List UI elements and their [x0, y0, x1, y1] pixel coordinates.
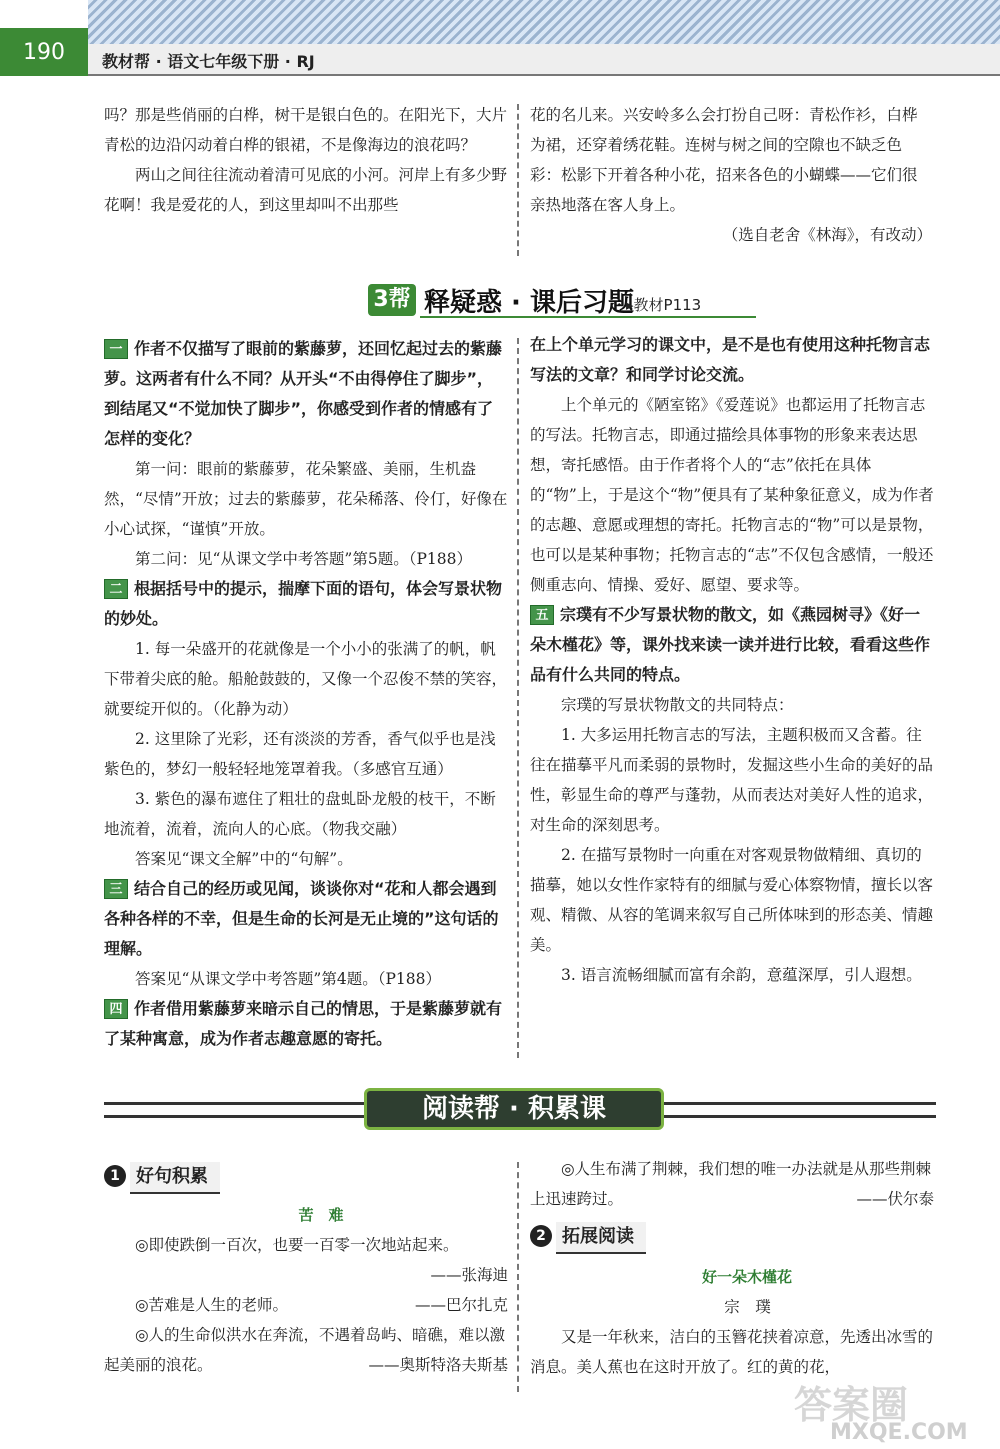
source-citation: （选自老舍《林海》，有改动） [722, 226, 932, 244]
header-decoration [88, 0, 1000, 44]
column-divider [517, 338, 519, 1058]
essay-column [530, 1262, 934, 1382]
subsection-title: 好句积累 [130, 1162, 220, 1194]
top-left-paragraph: 两山之间往往流动着清可见底的小河。河岸上有多少野花啊！我是爱花的人，到这里却叫不出那些 [104, 166, 508, 214]
question-4 [104, 994, 508, 1054]
quote: ◎人生布满了荆棘，我们想的唯一办法就是从那些荆棘上迅速跨过。 [530, 1160, 932, 1208]
answer-item: 3. 语言流畅细腻而富有余韵，意蕴深厚，引人遐想。 [561, 966, 922, 984]
quote-author: ——巴尔扎克 [414, 1296, 508, 1314]
exercise-left-column [104, 334, 508, 1054]
section-underline [420, 316, 756, 318]
column-divider [517, 104, 519, 256]
question-2 [104, 574, 508, 634]
question-text: 宗璞有不少写景状物的散文，如《燕园树寻》《好一朵木槿花》等，课外找来读一读并进行比较，看看这些作品有什么共同的特点。 [530, 605, 931, 684]
watermark-logo [794, 1374, 994, 1444]
top-right-column [530, 100, 932, 250]
quotes-right-column [530, 1154, 934, 1214]
subsection-title: 拓展阅读 [556, 1222, 646, 1254]
question-5 [530, 600, 934, 690]
top-left-paragraph: 吗？那是些俏丽的白桦，树干是银白色的。在阳光下，大片青松的边沿闪动着白桦的银裙，不是像海边的浪花吗？ [104, 106, 508, 154]
question-text: 结合自己的经历或见闻，谈谈你对“花和人都会遇到各种各样的不幸，但是生命的长河是无止境的”这句话的理解。 [104, 879, 499, 958]
header-bar [88, 44, 1000, 76]
answer-text: 答案见“从课文学中考答题”第4题。（P188） [135, 970, 441, 988]
example-sentence: 3. 紫色的瀑布遮住了粗壮的盘虬卧龙般的枝干，不断地流着，流着，流向人的心底。（物我交融） [104, 790, 496, 838]
question-text: 作者借用紫藤萝来暗示自己的情思，于是紫藤萝就有了某种寓意，成为作者志趣意愿的寄托。 [104, 999, 503, 1048]
quote: ◎即使跌倒一百次，也要一百零一次地站起来。 [135, 1236, 459, 1254]
answer-text: 第二问：见“从课文学中考答题”第5题。（P188） [135, 550, 472, 568]
example-sentence: 2. 这里除了光彩，还有淡淡的芳香，香气似乎也是浅紫色的，梦幻一般轻轻地笼罩着我。（多感官互通） [104, 730, 496, 778]
quote-author: ——伏尔泰 [856, 1190, 934, 1208]
question-text: 根据括号中的提示，揣摩下面的语句，体会写景状物的妙处。 [104, 579, 503, 628]
question-number: 三 [104, 879, 128, 899]
page-number: 190 [0, 28, 88, 76]
book-title: 教材帮 · 语文七年级下册 · RJ [102, 52, 315, 71]
section-reference: ▸教材P113 [626, 296, 702, 314]
quote-author: ——张海迪 [430, 1266, 508, 1284]
question-number: 五 [530, 605, 554, 625]
question-3 [104, 874, 508, 964]
theme-title: 苦 难 [298, 1206, 344, 1224]
quote-author: ——奥斯特洛夫斯基 [368, 1356, 508, 1374]
column-divider [517, 1162, 519, 1392]
answer-text: 上个单元的《陋室铭》《爱莲说》也都运用了托物言志的写法。托物言志，即通过描绘具体事物的形象来表达思想，寄托感悟。由于作者将个人的“志”依托在具体的“物”上，于是这个“物”便具有了某种象征意义，成为作者的志趣、意愿或理想的寄托。托物言志的“物”可以是景物，也可以是某种事物；托物言志的“志”不仅包含感情，一般还侧重志向、情操、爱好、愿望、要求等。 [530, 396, 934, 594]
example-sentence: 1. 每一朵盛开的花就像是一个小小的张满了的帆，帆下带着尖底的舱。船舱鼓鼓的，又像一个忍俊不禁的笑容，就要绽开似的。（化静为动） [104, 640, 508, 718]
question-text: 作者不仅描写了眼前的紫藤萝，还回忆起过去的紫藤萝。这两者有什么不同？从开头“不由得停住了脚步”，到结尾又“不觉加快了脚步”，你感受到作者的情感有了怎样的变化？ [104, 339, 503, 448]
subsection-header [530, 1222, 646, 1254]
answer-text: 宗璞的写景状物散文的共同特点： [561, 696, 794, 714]
band-title: 阅读帮 · 积累课 [364, 1088, 664, 1130]
quote: ◎苦难是人生的老师。 [135, 1296, 289, 1314]
answer-text: 答案见“课文全解”中的“句解”。 [135, 850, 353, 868]
section-badge: 3帮 [368, 284, 416, 316]
essay-author: 宗 璞 [724, 1298, 771, 1316]
exercise-right-column [530, 330, 934, 990]
quote-row [104, 1290, 508, 1320]
answer-item: 2. 在描写景物时一向重在对客观景物做精细、真切的描摹，她以女性作家特有的细腻与爱心体察物情，擅长以客观、精微、从容的笔调来叙写自己所体味到的形态美、情趣美。 [530, 846, 934, 954]
question-number: 四 [104, 999, 128, 1019]
question-1 [104, 334, 508, 454]
top-right-paragraph: 花的名儿来。兴安岭多么会打扮自己呀：青松作衫，白桦为裙，还穿着绣花鞋。连树与树之间的空隙也不缺乏色彩：松影下开着各种小花，招来各色的小蝴蝶——它们很亲热地落在客人身上。 [530, 106, 918, 214]
section-title: 释疑惑 · 课后习题 [424, 288, 634, 318]
subsection-number: 1 [104, 1165, 126, 1187]
quote: ◎人的生命似洪水在奔流，不遇着岛屿、暗礁，难以激起美丽的浪花。 [104, 1326, 506, 1374]
question-4-continued: 在上个单元学习的课文中，是不是也有使用这种托物言志写法的文章？和同学讨论交流。 [530, 335, 931, 384]
answer-item: 1. 大多运用托物言志的写法，主题积极而又含蓄。往往在描摹平凡而柔弱的景物时，发掘这些小生命的美好的品性，彰显生命的尊严与蓬勃，从而表达对美好人性的追求，对生命的深刻思考。 [530, 726, 934, 834]
watermark-url: MXQE.COM [830, 1420, 968, 1445]
quotes-left-column [104, 1200, 508, 1380]
top-left-column [104, 100, 508, 220]
subsection-header [104, 1162, 220, 1194]
watermark-text: 答案圈 [794, 1383, 909, 1427]
question-number: 一 [104, 339, 128, 359]
question-number: 二 [104, 579, 128, 599]
answer-text: 第一问：眼前的紫藤萝，花朵繁盛、美丽，生机盎然，“尽情”开放；过去的紫藤萝，花朵稀落、伶仃，好像在小心试探，“谨慎”开放。 [104, 460, 508, 538]
essay-title: 好一朵木槿花 [701, 1268, 792, 1286]
essay-text: 又是一年秋来，洁白的玉簪花挟着凉意，先透出冰雪的消息。美人蕉也在这时开放了。红的黄的花， [530, 1328, 934, 1376]
subsection-number: 2 [530, 1225, 552, 1247]
section-header [368, 280, 768, 320]
